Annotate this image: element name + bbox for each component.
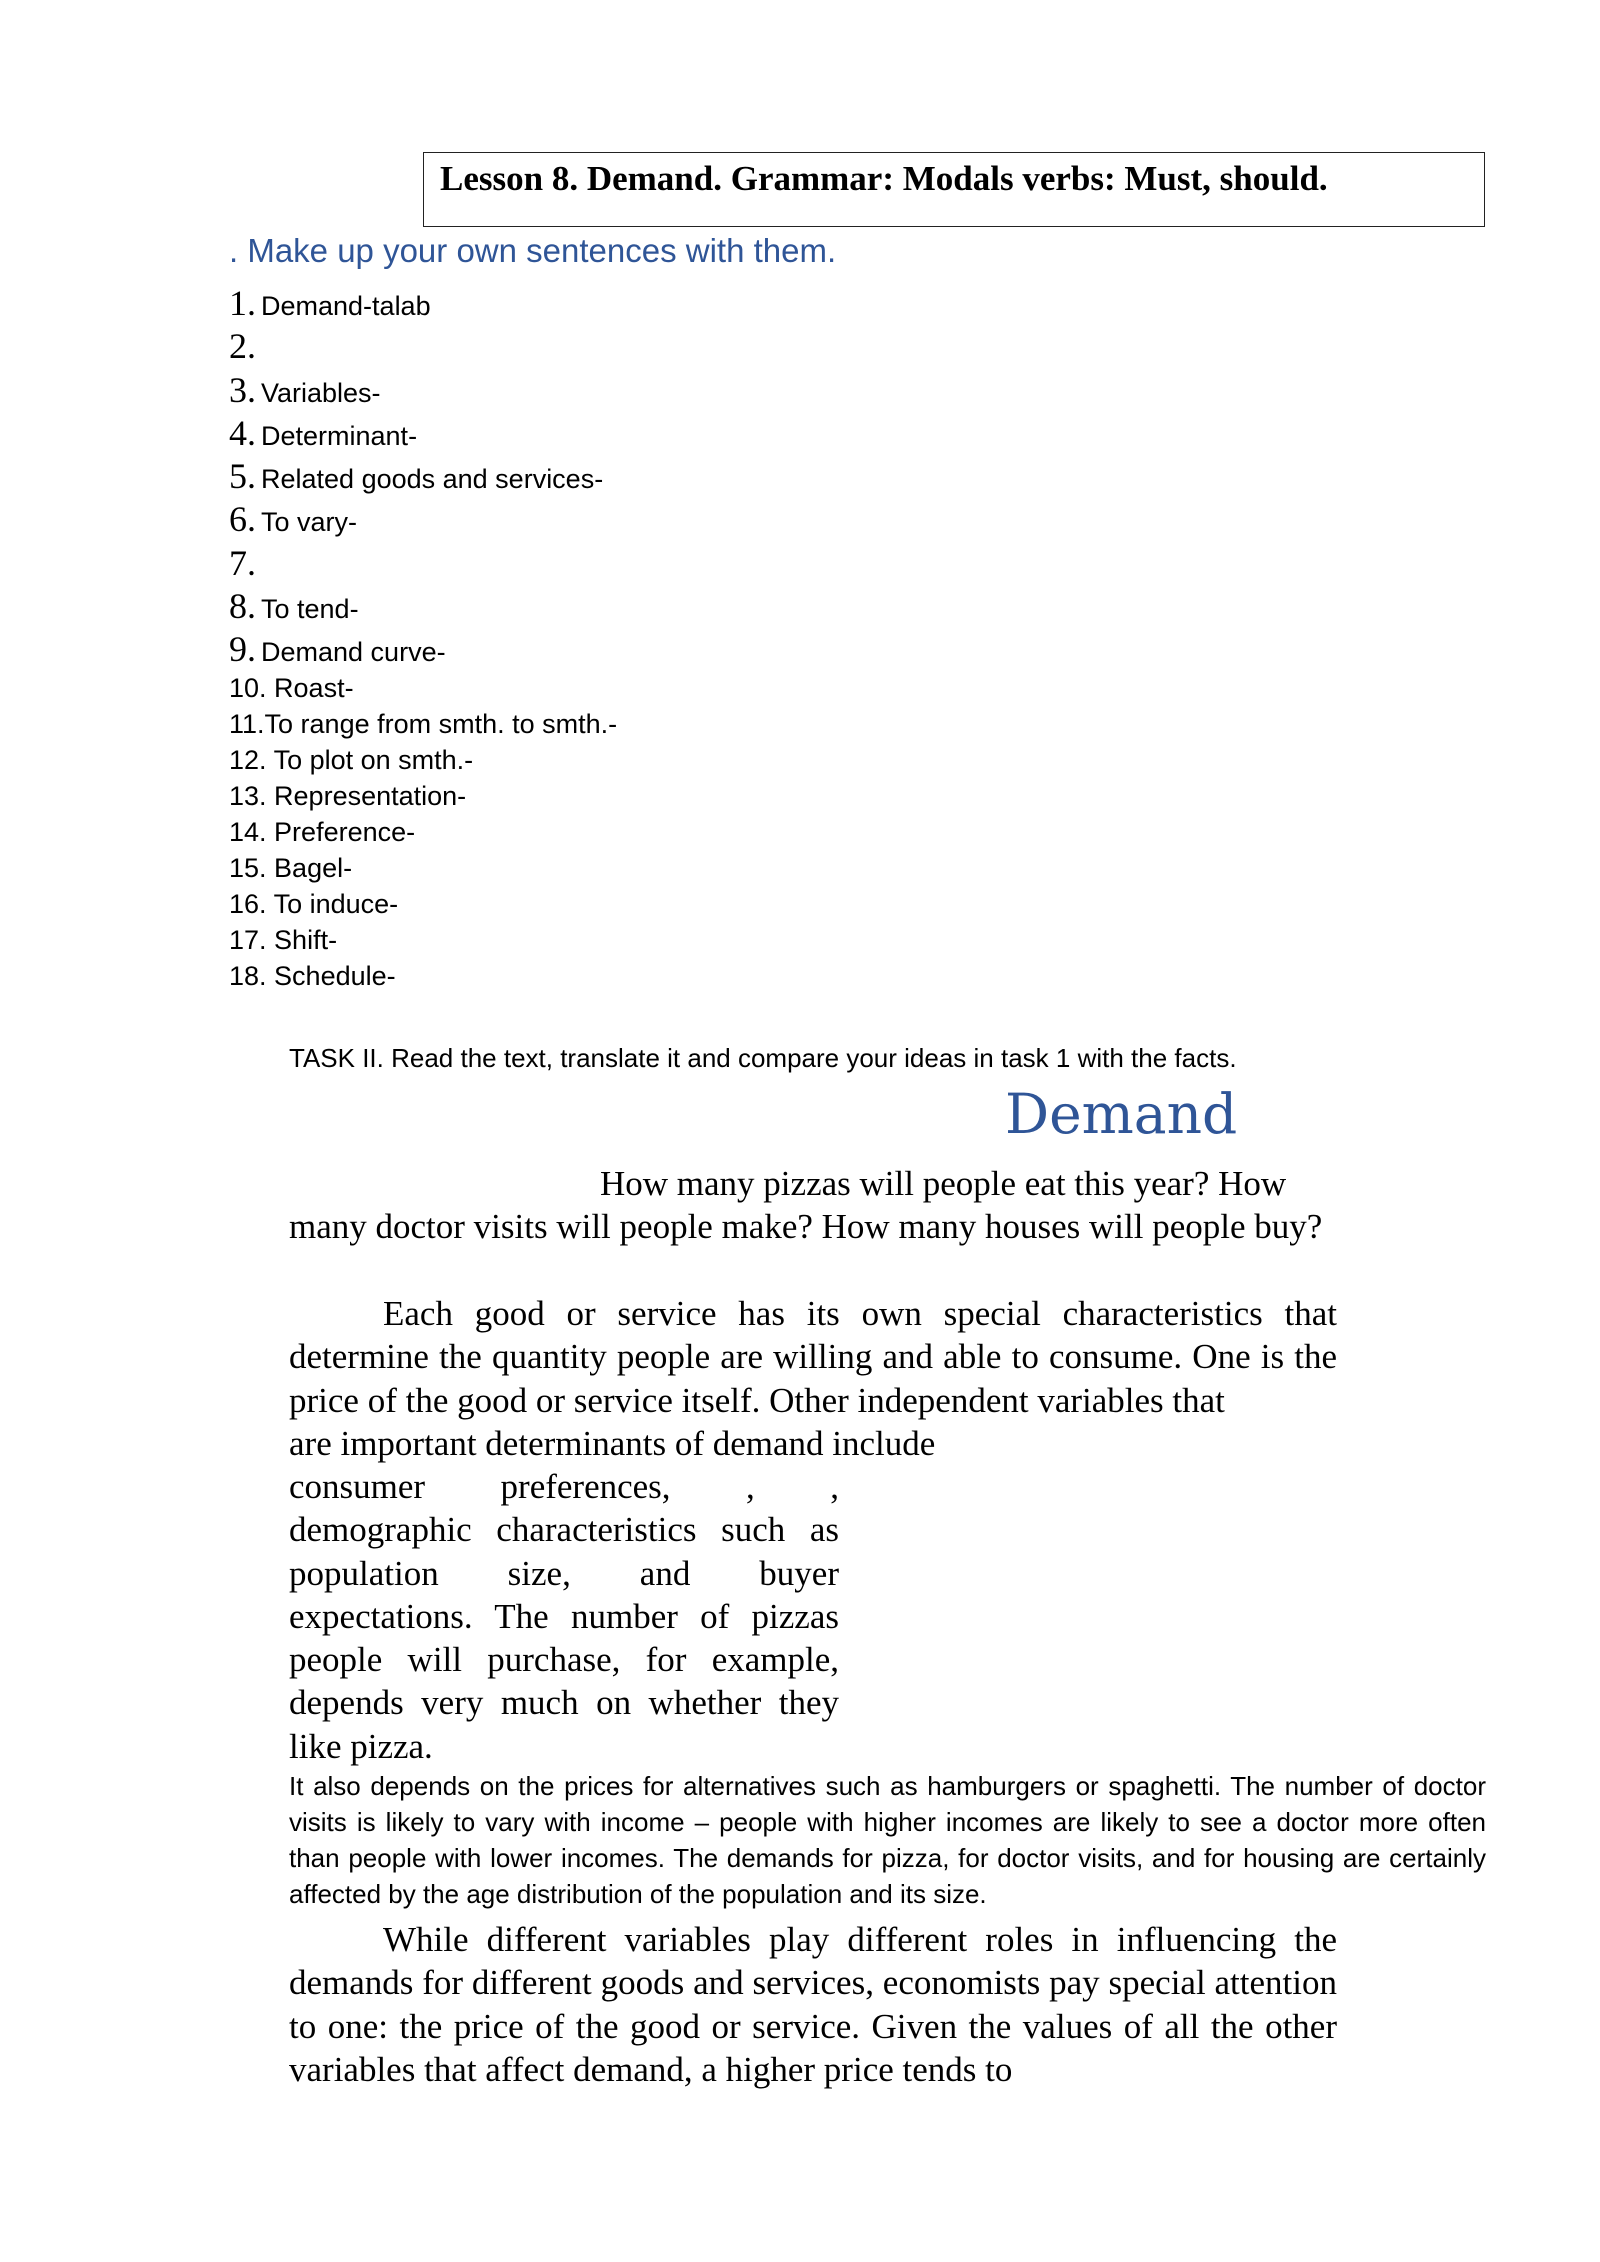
vocab-term: Demand-talab bbox=[261, 291, 431, 321]
article-paragraph-alternatives: It also depends on the prices for alternatives such as hamburgers or spaghetti. The number of doctor visits is likely to vary with income – people with higher incomes are likely to see a doctor more often than people with lower incomes. The demands for pizza, for doctor visits, and for housing are certainly affected by the age distribution of the population and its size. bbox=[289, 1771, 1486, 1909]
vocab-term: Demand curve- bbox=[261, 637, 446, 668]
vocab-number: 18. bbox=[229, 960, 275, 991]
vocab-number: 4. bbox=[229, 412, 256, 453]
paragraph-line: depends very much on whether they bbox=[289, 1683, 839, 1723]
vocab-number: 16. bbox=[229, 888, 274, 919]
vocab-item bbox=[229, 458, 1029, 501]
vocab-number: 15. bbox=[229, 852, 275, 883]
vocab-item bbox=[229, 588, 1029, 631]
paragraph-line: consumer preferences, , , bbox=[289, 1467, 839, 1506]
vocab-number: 12. bbox=[229, 744, 274, 775]
vocab-number: 13. bbox=[229, 780, 275, 811]
vocab-item bbox=[229, 852, 1029, 891]
article-paragraph-determinants bbox=[289, 1465, 839, 1768]
vocab-number: 3. bbox=[229, 369, 256, 410]
vocab-item bbox=[229, 542, 1029, 588]
vocab-number: 8. bbox=[229, 586, 256, 627]
article-paragraph-price: While different variables play different roles in influencing the demands for different goods and services, economists pay special attention to one: the price of the good or service. Given the values of all the other variables that affect demand, a higher price tends to bbox=[289, 1920, 1337, 2089]
vocab-number: 1. bbox=[229, 283, 256, 323]
task-instruction: TASK II. Read the text, translate it and compare your ideas in task 1 with the facts. bbox=[289, 1043, 1237, 1073]
vocab-item bbox=[229, 672, 1029, 711]
vocab-term: To tend- bbox=[261, 594, 359, 625]
vocab-number: 9. bbox=[229, 629, 256, 670]
vocab-number: 10. bbox=[229, 672, 275, 703]
article-paragraph-characteristics: Each good or service has its own special characteristics that determine the quantity people are willing and able to consume. One is the price of the good or service itself. Other independent variables that bbox=[289, 1294, 1337, 1420]
vocab-item bbox=[229, 631, 1029, 674]
paragraph-line: people will purchase, for example, bbox=[289, 1640, 839, 1680]
vocab-term: Variables- bbox=[261, 377, 381, 408]
lesson-title: Lesson 8. Demand. Grammar: Modals verbs: Must, should. bbox=[440, 159, 1328, 198]
vocab-term: Shift- bbox=[274, 924, 338, 955]
vocab-item bbox=[229, 285, 1029, 328]
vocab-item bbox=[229, 708, 1029, 747]
vocab-number: 2. bbox=[229, 326, 256, 367]
vocab-term: To plot on smth.- bbox=[273, 744, 474, 775]
vocabulary-list bbox=[229, 285, 1029, 999]
vocab-term: Determinant- bbox=[261, 420, 418, 451]
vocab-item bbox=[229, 816, 1029, 855]
paragraph-line: expectations. The number of pizzas bbox=[289, 1596, 839, 1636]
vocab-item bbox=[229, 744, 1029, 783]
vocab-item bbox=[229, 369, 1029, 415]
vocab-item bbox=[229, 924, 1029, 963]
vocab-item bbox=[229, 780, 1029, 819]
vocab-term: Schedule- bbox=[274, 960, 396, 991]
vocab-term: To vary- bbox=[261, 507, 358, 538]
vocab-term: Preference- bbox=[274, 816, 416, 847]
vocab-number: 11. bbox=[229, 708, 265, 739]
instruction-subtitle: . Make up your own sentences with them. bbox=[229, 232, 837, 269]
vocab-term: Representation- bbox=[274, 780, 467, 811]
vocab-term: To induce- bbox=[273, 888, 399, 919]
article-heading: Demand bbox=[1005, 1082, 1238, 1146]
vocab-number: 5. bbox=[229, 456, 256, 497]
vocab-term: Related goods and services- bbox=[261, 464, 604, 495]
vocab-number: 17. bbox=[229, 924, 275, 955]
vocab-term: Bagel- bbox=[274, 852, 353, 883]
vocab-item bbox=[229, 501, 1029, 544]
vocab-item bbox=[229, 960, 1029, 999]
vocab-number: 14. bbox=[229, 816, 275, 847]
paragraph-line: population size, and buyer bbox=[289, 1553, 839, 1593]
paragraph-line: like pizza. bbox=[289, 1726, 433, 1766]
vocab-item bbox=[229, 328, 1029, 371]
vocab-number: 6. bbox=[229, 499, 256, 540]
article-paragraph-characteristics-continued: are important determinants of demand include bbox=[289, 1424, 936, 1463]
article-paragraph-intro: How many pizzas will people eat this year? How many doctor visits will people make? How many houses will people buy? bbox=[289, 1164, 1323, 1247]
lesson-title-box bbox=[423, 152, 1485, 227]
paragraph-line: demographic characteristics such as bbox=[289, 1510, 839, 1550]
vocab-term: Roast- bbox=[274, 672, 354, 703]
vocab-item bbox=[229, 412, 1029, 458]
vocab-term: To range from smth. to smth.- bbox=[264, 708, 618, 739]
vocab-number: 7. bbox=[229, 542, 256, 583]
vocab-item bbox=[229, 888, 1029, 927]
